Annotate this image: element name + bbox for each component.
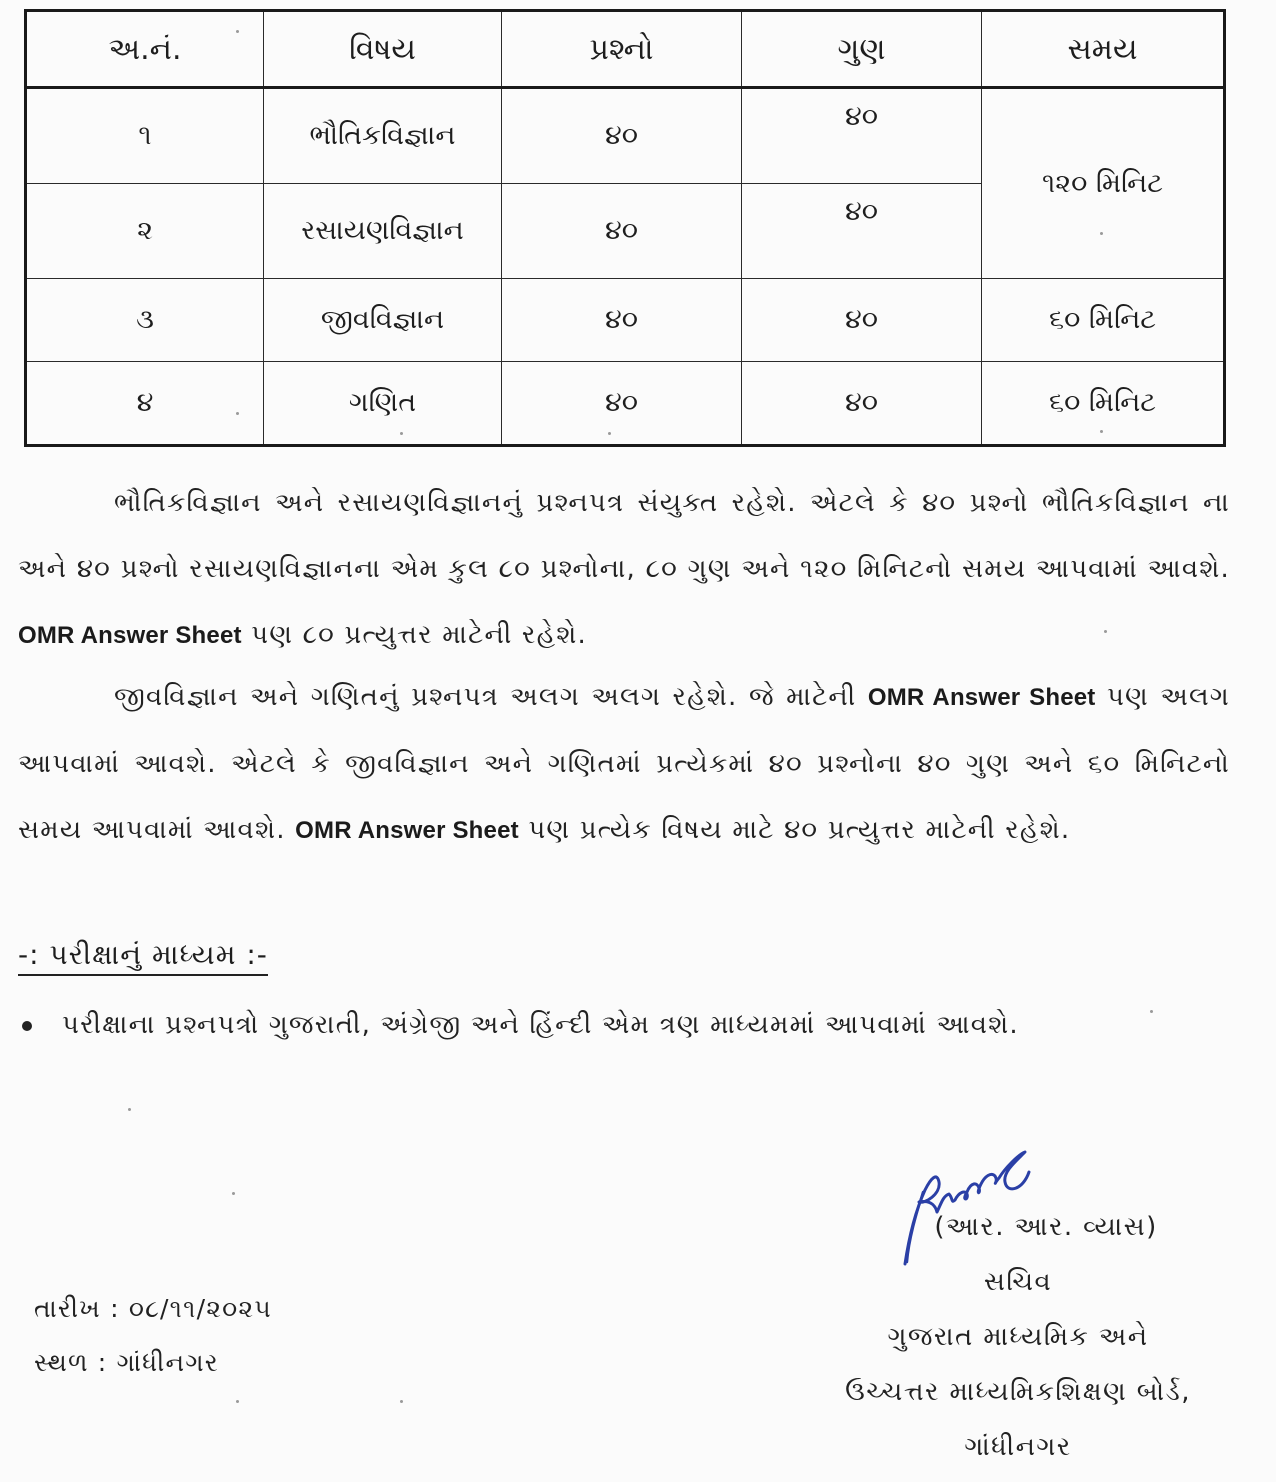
header-subject: વિષય: [264, 11, 502, 88]
cell-serial: ૩: [26, 279, 264, 362]
cell-questions: ૪૦: [502, 362, 742, 446]
cell-serial: ૧: [26, 88, 264, 184]
organization-line-2: ઉચ્ચત્તર માધ્યમિકશિક્ષણ બોર્ડ,: [845, 1377, 1191, 1407]
scan-speck: [400, 432, 403, 435]
cell-serial: ૨: [26, 184, 264, 279]
date-label: તારીખ :: [34, 1294, 120, 1323]
omr-answer-sheet-text: OMR Answer Sheet: [867, 684, 1096, 711]
cell-marks: ૪૦: [742, 279, 982, 362]
cell-subject: રસાયણવિજ્ઞાન: [264, 184, 502, 279]
signatory-name: (આર. આર. વ્યાસ): [934, 1212, 1158, 1242]
omr-answer-sheet-text: OMR Answer Sheet: [295, 817, 519, 844]
cell-subject: જીવવિજ્ઞાન: [264, 279, 502, 362]
paragraph-text: ભૌતિકવિજ્ઞાન અને રસાયણવિજ્ઞાનનું પ્રશ્નપત્ર સંયુક્ત રહેશે. એટલે કે ૪૦ પ્રશ્નો ભૌતિકવિજ્ઞાન ના અને ૪૦ પ્રશ્નો રસાયણવિજ્ઞાનના એમ કુલ ૮૦ પ્રશ્નોના, ૮૦ ગુણ અને ૧૨૦ મિનિટનો સમય આપવામાં આવશે.: [18, 488, 1230, 584]
scan-speck: [1100, 430, 1103, 433]
cell-questions: ૪૦: [502, 279, 742, 362]
exam-schedule-table: [24, 9, 1226, 447]
paragraph-text: પણ ૮૦ પ્રત્યુત્તર માટેની રહેશે.: [251, 620, 587, 650]
cell-questions: ૪૦: [502, 88, 742, 184]
header-serial: અ.નં.: [26, 11, 264, 88]
scan-speck: [236, 1400, 239, 1403]
paragraph-text: પણ અલગ આપવામાં આવશે. એટલે કે જીવવિજ્ઞાન અને ગણિતમાં પ્રત્યેકમાં ૪૦ પ્રશ્નોના ૪૦ ગુણ અને ૬૦ મિનિટનો સમય આપવામાં આવશે.: [18, 682, 1230, 845]
table-header-row: [26, 11, 1225, 88]
date-value: ૦૮/૧૧/૨૦૨૫: [128, 1294, 272, 1323]
scan-speck: [1100, 232, 1103, 235]
scan-speck: [608, 432, 611, 435]
cell-marks: ૪૦: [742, 184, 982, 279]
scan-speck: [128, 1108, 131, 1111]
organization-city: ગાંધીનગર: [964, 1432, 1072, 1462]
scan-speck: [400, 1400, 403, 1403]
table-row: [26, 362, 1225, 446]
cell-time: ૬૦ મિનિટ: [982, 279, 1225, 362]
place-line: [34, 1348, 219, 1378]
cell-serial: ૪: [26, 362, 264, 446]
scan-speck: [1104, 630, 1107, 633]
cell-questions: ૪૦: [502, 184, 742, 279]
organization-line-1: ગુજરાત માધ્યમિક અને: [887, 1322, 1149, 1352]
exam-medium-heading: -: પરીક્ષાનું માધ્યમ :-: [18, 938, 268, 976]
paragraph-biology-maths: [18, 664, 1230, 864]
scan-speck: [236, 412, 239, 415]
paragraph-text: પણ પ્રત્યેક વિષય માટે ૪૦ પ્રત્યુત્તર માટેની રહેશે.: [528, 815, 1071, 845]
scan-speck: [1150, 1010, 1153, 1013]
header-marks: ગુણ: [742, 11, 982, 88]
table-row: [26, 279, 1225, 362]
header-time: સમય: [982, 11, 1225, 88]
header-questions: પ્રશ્નો: [502, 11, 742, 88]
date-line: [34, 1294, 272, 1324]
place-label: સ્થળ :: [34, 1348, 108, 1377]
list-item: [18, 1010, 1019, 1041]
cell-subject: ભૌતિકવિજ્ઞાન: [264, 88, 502, 184]
cell-subject: ગણિત: [264, 362, 502, 446]
cell-time: ૬૦ મિનિટ: [982, 362, 1225, 446]
scan-speck: [236, 30, 239, 33]
table-row: [26, 88, 1225, 184]
bullet-text: પરીક્ષાના પ્રશ્નપત્રો ગુજરાતી, અંગ્રેજી અને હિંન્દી એમ ત્રણ માધ્યમમાં આપવામાં આવશે.: [62, 1010, 1019, 1040]
omr-answer-sheet-text: OMR Answer Sheet: [18, 622, 242, 649]
scan-speck: [232, 1192, 235, 1195]
signatory-block: [760, 1200, 1276, 1475]
bullet-icon: [22, 1021, 32, 1031]
cell-time-merged: ૧૨૦ મિનિટ: [982, 88, 1225, 279]
cell-marks: ૪૦: [742, 362, 982, 446]
cell-marks: ૪૦: [742, 88, 982, 184]
place-value: ગાંધીનગર: [116, 1348, 219, 1377]
signatory-designation: સચિવ: [983, 1267, 1053, 1297]
paragraph-text: જીવવિજ્ઞાન અને ગણિતનું પ્રશ્નપત્ર અલગ અલગ રહેશે. જે માટેની: [114, 682, 857, 712]
paragraph-physics-chemistry: [18, 470, 1230, 669]
